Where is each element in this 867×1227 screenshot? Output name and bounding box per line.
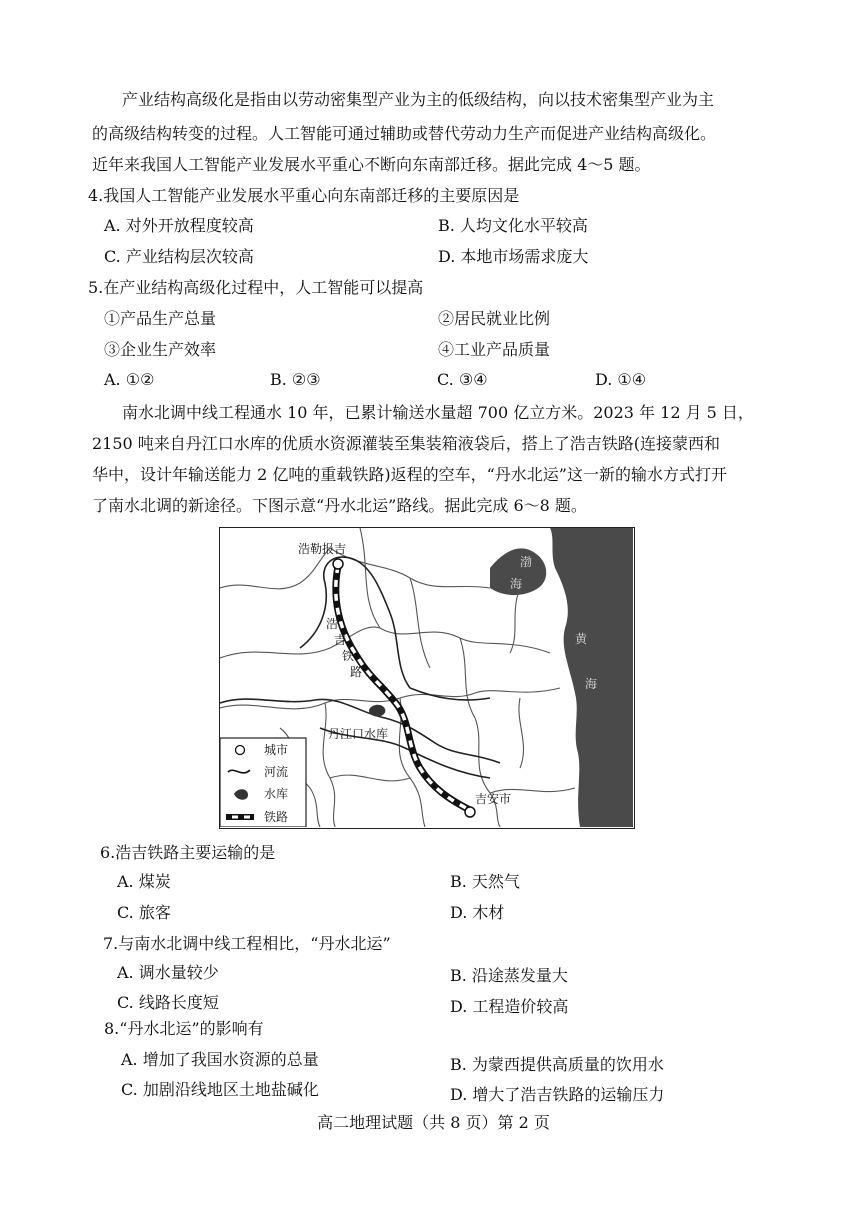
page-footer: 高二地理试题（共 8 页）第 2 页 — [317, 1113, 550, 1132]
city-haolebaoji-marker — [333, 559, 343, 569]
question-8-stem: 8.“丹水北运”的影响有 — [104, 1019, 264, 1038]
railway-label-char-1: 浩 — [326, 617, 339, 631]
question-7-stem: 7.与南水北调中线工程相比，“丹水北运” — [103, 934, 391, 953]
question-7-option-c: C. 线路长度短 — [117, 993, 219, 1012]
legend-railway-label: 铁路 — [264, 810, 289, 824]
question-4-option-a: A. 对外开放程度较高 — [104, 216, 254, 235]
question-7-option-a: A. 调水量较少 — [117, 963, 219, 982]
sea-bohai-char-1: 渤 — [520, 555, 533, 569]
legend-reservoir-label: 水库 — [264, 787, 289, 801]
question-5-item-1: ①产品生产总量 — [104, 309, 217, 328]
passage-1-line-1: 产业结构高级化是指由以劳动密集型产业为主的低级结构，向以技术密集型产业为主 — [122, 90, 715, 109]
question-4-stem: 4.我国人工智能产业发展水平重心向东南部迁移的主要原因是 — [88, 186, 520, 205]
question-6-stem: 6.浩吉铁路主要运输的是 — [100, 843, 276, 862]
railway-label-char-2: 吉 — [334, 633, 347, 647]
question-6-option-a: A. 煤炭 — [117, 872, 171, 891]
question-5-item-2: ②居民就业比例 — [438, 309, 551, 328]
legend-city-icon — [236, 746, 245, 755]
sea-huanghai-char-1: 黄 — [575, 632, 588, 646]
city-jian-label: 吉安市 — [475, 792, 512, 806]
railway-label-char-3: 铁 — [342, 649, 355, 663]
question-7-option-d: D. 工程造价较高 — [450, 997, 569, 1016]
passage-2-line-1: 南水北调中线工程通水 10 年，已累计输送水量超 700 亿立方米。2023 年 12 月 5 日， — [122, 403, 754, 422]
legend-city-label: 城市 — [264, 743, 289, 757]
sea-huanghai-char-2: 海 — [585, 677, 598, 691]
question-5-item-4: ④工业产品质量 — [438, 340, 551, 359]
reservoir-label: 丹江口水库 — [328, 727, 389, 741]
question-7-option-b: B. 沿途蒸发量大 — [450, 966, 568, 985]
city-haolebaoji-label: 浩勒报吉 — [298, 542, 347, 556]
question-5-option-c: C. ③④ — [437, 370, 488, 389]
question-6-option-b: B. 天然气 — [450, 872, 520, 891]
question-5-stem: 5.在产业结构高级化过程中，人工智能可以提高 — [88, 278, 424, 297]
question-5-option-d: D. ①④ — [595, 370, 647, 389]
question-8-option-a: A. 增加了我国水资源的总量 — [121, 1050, 319, 1069]
legend-river-label: 河流 — [264, 765, 289, 779]
passage-2-line-3: 华中，设计年输送能力 2 亿吨的重载铁路)返程的空车，“丹水北运”这一新的输水方式打开 — [92, 465, 727, 484]
question-5-option-b: B. ②③ — [270, 370, 321, 389]
passage-1-line-3: 近年来我国人工智能产业发展水平重心不断向东南部迁移。据此完成 4～5 题。 — [92, 155, 651, 174]
question-4-option-d: D. 本地市场需求庞大 — [438, 247, 589, 266]
passage-2-line-4: 了南水北调的新途径。下图示意“丹水北运”路线。据此完成 6～8 题。 — [92, 496, 587, 515]
question-8-option-b: B. 为蒙西提供高质量的饮用水 — [450, 1055, 664, 1074]
question-4-option-c: C. 产业结构层次较高 — [104, 247, 254, 266]
passage-2-line-2: 2150 吨来自丹江口水库的优质水资源灌装至集装箱液袋后，搭上了浩吉铁路(连接蒙西和 — [92, 434, 721, 453]
question-6-option-c: C. 旅客 — [117, 903, 171, 922]
railway-line — [336, 566, 470, 810]
question-5-item-3: ③企业生产效率 — [104, 340, 217, 359]
question-4-option-b: B. 人均文化水平较高 — [438, 216, 588, 235]
question-8-option-d: D. 增大了浩吉铁路的运输压力 — [450, 1085, 665, 1104]
railway-dash — [336, 566, 470, 810]
sea-bohai-char-2: 海 — [510, 577, 523, 591]
question-5-option-a: A. ①② — [104, 370, 155, 389]
map-legend — [220, 738, 306, 827]
passage-1-line-2: 的高级结构转变的过程。人工智能可通过辅助或替代劳动力生产而促进产业结构高级化。 — [92, 124, 717, 143]
question-6-option-d: D. 木材 — [450, 903, 505, 922]
question-8-option-c: C. 加剧沿线地区土地盐碱化 — [121, 1080, 319, 1099]
route-map — [219, 527, 635, 829]
railway-label-char-4: 路 — [350, 665, 363, 679]
city-jian-marker — [465, 807, 475, 817]
